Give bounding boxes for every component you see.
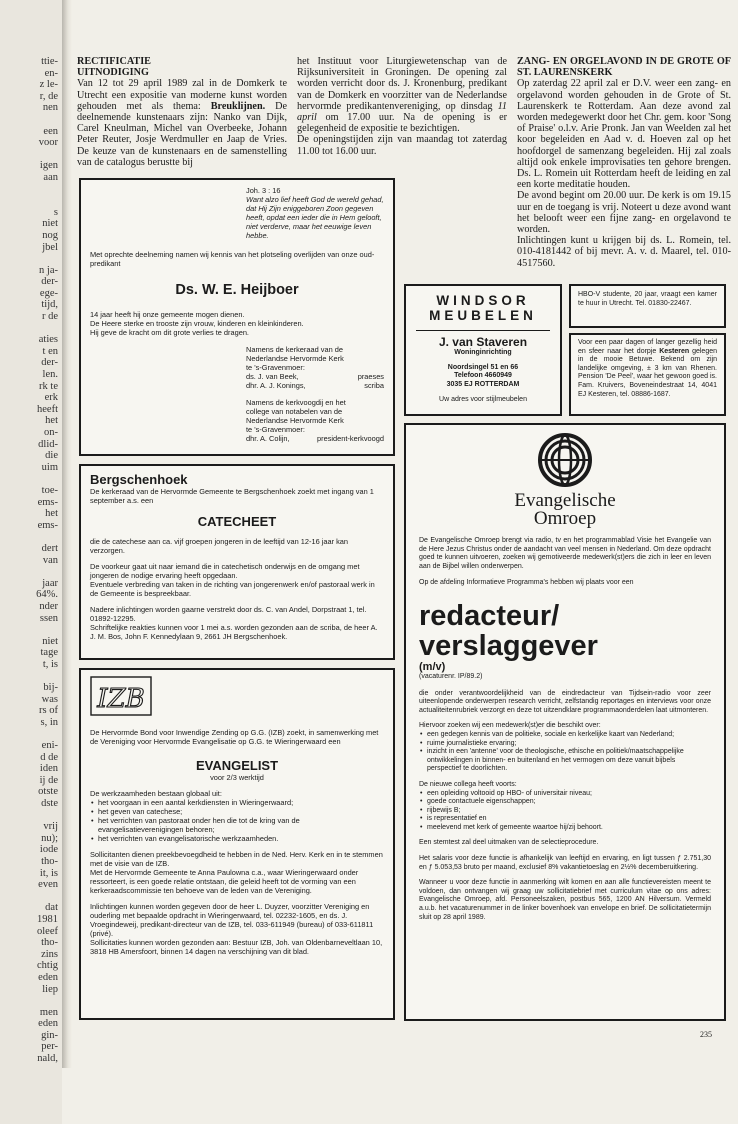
requirements-intro: Hiervoor zoeken wij een medewerk(st)er die beschikt over: <box>419 722 601 730</box>
left-strip-line: s, in <box>40 716 58 728</box>
left-strip-line: heeft <box>37 403 58 415</box>
left-strip-line: even <box>38 879 58 891</box>
left-strip-line: gin- <box>41 1029 58 1041</box>
signatory-group-1: Namens de kerkeraad van de Nederlandse Hervormde Kerk te 's-Gravenmoer: <box>246 345 344 372</box>
obituary-ad <box>79 178 395 456</box>
list-item: • het verrichten van pastoraat onder hen die tot de kring van de evangelisatieverenigingen behoren; <box>98 816 384 834</box>
left-strip-line: otste <box>38 786 58 798</box>
left-strip-line: bij- <box>43 682 58 694</box>
eo-logo <box>419 433 711 528</box>
list-item: • meelevend met kerk of gemeente waartoe hij/zij behoort. <box>427 824 711 833</box>
left-strip-line: s <box>53 206 58 218</box>
left-strip-line <box>0 149 62 161</box>
left-strip-line: jbel <box>42 241 58 253</box>
list-item: • het voorgaan in een aantal kerkdiensten in Wieringerwaard; <box>98 798 384 807</box>
left-strip-line: dste <box>41 798 58 809</box>
list-item: • rijbewijs B; <box>427 807 711 816</box>
windsor-ad <box>404 284 562 416</box>
left-strip-line: jaar <box>42 577 58 589</box>
vacancy-title-2: verslaggever <box>419 629 598 662</box>
eo-logo-text-2: Omroep <box>533 508 597 529</box>
izb-logo-text: IZB <box>97 684 145 714</box>
classified-text-b: gelegen in de mooie Betuwe. Bekend om zijn landelijke omgeving, ± 3 km van Rhenen. Pension 'De Peel', waar het gewoon goed is. Fam. Kruivers, Boveneindestraat 14, 4041 EJ Kesteren, tel. 08886-1687. <box>578 347 717 398</box>
windsor-address: Noordsingel 51 en 66 Telefoon 4660949 3035 EJ ROTTERDAM <box>446 363 520 388</box>
windsor-sub: Woninginrichting <box>454 349 512 356</box>
left-strip-line: 1981 <box>37 913 58 925</box>
expo-text-b: om 17.00 uur. Na de opening is er gelegenheid de expositie te bezichtigen. <box>297 112 507 135</box>
verse-ref: Joh. 3 : 16 <box>246 186 281 195</box>
list-item: • het verrichten van evangelisatorische werkzaamheden. <box>98 834 384 843</box>
left-strip-line: d de <box>40 751 58 763</box>
expo-article-continued <box>297 56 507 157</box>
left-strip-line: it, is <box>39 867 58 879</box>
vacancy-gender: (m/v) <box>419 660 446 673</box>
left-strip-line <box>0 253 62 265</box>
catecheet-ad <box>79 464 395 660</box>
classified-ad-1 <box>569 284 726 328</box>
eo-vacancy-ad <box>404 423 726 1021</box>
verse-text: Want alzo lief heeft God de wereld gehad, dat Hij Zijn eniggeboren Zoon gegeven heeft, opdat een ieder die in Hem gelooft, niet verderve, maar het eeuwige leven hebbe. <box>246 195 384 240</box>
left-strip-line: eni- <box>41 740 58 752</box>
classified-text: HBO-V studente, 20 jaar, vraagt een kamer te huur in Utrecht. Tel. 01830-22467. <box>578 291 717 307</box>
left-strip-line: oleef <box>37 925 58 937</box>
signatory-name: dhr. A. J. Konings, <box>246 381 306 390</box>
classified-text <box>578 339 717 399</box>
orgelavond-text: Op zaterdag 22 april zal er D.V. weer een zang- en orgelavond worden gehouden in de Grote of St. Laurenskerk te Rotterdam. Aan deze avond zal worden medegewerkt door het Chr. gem. koor 'Song of Praise' o.l.v. Arie Pronk. Jan van Weelden zal het koor begeleiden en Aad v. d. Hoeven zal op het hoofdorgel de samenzang begeleiden. Hij zal zoals altijd ook enkele improvisaties ten gehore brengen. Ds. L. Romein uit Rotterdam heeft de leiding en zal een korte meditatie houden. <box>517 78 731 191</box>
qualities-list <box>419 790 711 833</box>
left-strip-line: niet <box>42 635 58 647</box>
list-item: • het geven van catechese; <box>98 807 384 816</box>
left-strip-line: r de <box>41 311 58 323</box>
vacancy-title-1: redacteur/ <box>419 599 560 632</box>
left-strip-line: tho- <box>41 855 58 867</box>
left-strip-line: erk <box>44 392 58 404</box>
left-strip-line <box>0 566 62 578</box>
signatory-role: praeses <box>357 372 384 381</box>
signatory-3 <box>246 434 384 443</box>
left-strip-line <box>0 728 62 740</box>
catecheet-role: CATECHEET <box>197 514 277 529</box>
left-strip-line <box>0 473 62 485</box>
qualities-intro: De nieuwe collega heeft voorts: <box>419 780 517 788</box>
page-number: 235 <box>700 1030 712 1039</box>
left-strip-line: nald, <box>37 1053 58 1065</box>
signatory-1 <box>246 372 384 381</box>
requirements-list <box>419 731 711 774</box>
vacancy-ref: (vacaturenr. IP/89.2) <box>419 672 483 680</box>
list-item: • is representatief en <box>427 815 711 824</box>
evangelist-role: EVANGELIST <box>195 758 279 773</box>
left-strip-line: een <box>43 125 58 137</box>
signatory-role: scriba <box>364 381 384 390</box>
catecheet-p1: die de catechese aan ca. vijf groepen jongeren in de leeftijd van 12-16 jaar kan verzorgen. <box>90 537 349 555</box>
left-strip-line <box>0 891 62 903</box>
left-strip-line: t en <box>42 345 58 357</box>
left-strip-line: die <box>45 450 58 462</box>
rectificatie-heading: RECTIFICATIE UITNODIGING <box>77 56 151 79</box>
left-strip-line: nen <box>42 102 58 114</box>
list-item: • ruime journalistieke ervaring; <box>427 740 711 749</box>
eo-intro: De Evangelische Omroep brengt via radio, tv en het programmablad Visie het Evangelie van de Here Jezus Christus onder de aandacht van veel mensen in Nederland. Om deze opdracht goed te kunnen uitvoeren, zoeken wij gemotiveerde medewerk(st)ers die zich in leer en leven aan de Bijbel willen onderwerpen. <box>419 537 711 570</box>
left-strip-line: ems- <box>37 496 58 508</box>
opening-hours: De openingstijden zijn van maandag tot zaterdag 11.00 tot 16.00 uur. <box>297 134 507 157</box>
left-strip-line <box>0 624 62 636</box>
eo-p1: die onder verantwoordelijkheid van de eindredacteur van Tijdsein-radio voor zeer uiteenlopende onderwerpen research verricht, zelfstandig reportages en interviews voor onze actualiteitenrubriek verzorgt en deze tot uitzendklare programmaonderdelen laat uitmonteren. <box>419 689 711 714</box>
orgelavond-text-2: De avond begint om 20.00 uur. De kerk is om 19.15 uur en de toegang is vrij. Noteert u deze avond want het belooft weer een fijne zang- en orgelavond te worden. <box>517 190 731 236</box>
left-strip-line: len. <box>42 369 58 381</box>
deceased-name: Ds. W. E. Heijboer <box>175 282 299 298</box>
windsor-brand-2: MEUBELEN <box>429 308 537 323</box>
left-strip-line: nder <box>39 600 58 612</box>
orgelavond-text-3: Inlichtingen kunt u krijgen bij ds. L. Romein, tel. 010-4181442 of bij mevr. A. v. d. Maarel, tel. 010-4517560. <box>517 235 731 269</box>
left-strip-line: toe- <box>41 484 58 496</box>
signatory-role: president-kerkvoogd <box>317 434 384 443</box>
list-item: • goede contactuele eigenschappen; <box>427 798 711 807</box>
evangelist-sub: voor 2/3 werktijd <box>210 773 264 782</box>
left-strip-line: het <box>45 415 58 427</box>
list-item: • inzicht in een 'antenne' voor de theologische, ethische en politiek/maatschappelijke ontwikkelingen in binnen- en buitenland en het vermogen om deze vanuit bijbels perspectief te doorlichten. <box>427 748 711 774</box>
rectificatie-article <box>77 56 287 168</box>
left-strip-line: iode <box>39 844 58 856</box>
izb-logo <box>90 676 152 716</box>
left-strip-line: dlid- <box>38 438 58 450</box>
orgelavond-heading: ZANG- EN ORGELAVOND IN DE GROTE OF ST. LAURENSKERK <box>517 56 731 79</box>
left-strip-line: was <box>41 693 58 705</box>
windsor-brand-1: WINDSOR <box>436 293 530 308</box>
left-strip-line: eden <box>38 1018 58 1030</box>
left-strip-line: der- <box>41 276 58 288</box>
left-strip-line: ij de <box>39 774 58 786</box>
evangelist-p1: Sollicitanten dienen preekbevoegdheid te hebben in de Ned. Herv. Kerk en in te stemmen met de visie van de IZB. Met de Hervormde Gemeente te Anna Paulowna c.a., waar Wieringerwaard onder ressorteert, is een goede relatie ontstaan, die geleid heeft tot de vorming van een kerkeraadscommissie ten behoeve van de leden van de Vereniging. <box>90 850 383 895</box>
left-strip-line: men <box>39 1006 58 1018</box>
windsor-tag: Uw adres voor stijlmeubelen <box>439 396 527 404</box>
page-gutter <box>62 0 72 1068</box>
left-strip-line: van <box>42 554 58 566</box>
eo-department: Op de afdeling Informatieve Programma's hebben wij plaats voor een <box>419 579 634 587</box>
left-strip-line: tho- <box>41 937 58 949</box>
eo-logo-text-1: Evangelische <box>514 490 616 511</box>
left-strip-line: iden <box>39 763 58 775</box>
left-strip-line: nu); <box>41 832 58 844</box>
divider <box>416 330 550 331</box>
left-strip-line: zins <box>41 948 58 960</box>
left-strip-line <box>0 670 62 682</box>
left-strip-line: dat <box>45 902 58 914</box>
left-strip-line: n ja- <box>39 264 58 276</box>
left-strip-line <box>0 323 62 335</box>
expo-text-a: het Instituut voor Liturgiewetenschap van de Rijksuniversiteit in Groningen. De opening zal worden verricht door ds. J. Kronenburg, predikant van de Domkerk en voorzitter van de Nederlandse hervormde predikantenvereniging, op dinsdag <box>297 56 507 112</box>
catecheet-p3: Nadere inlichtingen worden gaarne verstrekt door ds. C. van Andel, Dorpstraat 1, tel. 01892-12295. Schriftelijke reakties kunnen voor 1 mei a.s. worden gezonden aan de scriba, de heer A. J. M. Bos, John F. Kennedylaan 9, 2661 JH Bergschenhoek. <box>90 605 378 641</box>
left-strip-line: on- <box>44 427 58 438</box>
izb-logo-graphic <box>90 676 152 716</box>
left-strip-line: niet <box>42 218 58 230</box>
left-strip-line: en- <box>44 67 58 79</box>
rectificatie-text-a: Van 12 tot 29 april 1989 zal in de Domkerk te Utrecht een expositie van moderne kunst worden gehouden met als thema: <box>77 78 287 112</box>
left-strip-line: der- <box>41 357 58 369</box>
left-strip-line <box>0 114 62 126</box>
left-strip-line: aties <box>38 334 58 346</box>
left-strip-line: vrij <box>43 821 58 833</box>
left-strip-line: aan <box>43 171 58 183</box>
left-strip-line: ege- <box>39 287 58 299</box>
eo-p3: Het salaris voor deze functie is afhankelijk van leeftijd en ervaring, en ligt tussen ƒ 2.751,30 en ƒ 5.053,53 bruto per maand, exclusief 8% vakantietoeslag en 2½% decemberuitkering. <box>419 855 711 871</box>
left-strip-line: dert <box>41 542 58 554</box>
obituary-body: 14 jaar heeft hij onze gemeente mogen dienen. De Heere sterke en trooste zijn vrouw, kinderen en kleinkinderen. Hij geve de kracht om dit grote verlies te dragen. <box>90 310 304 337</box>
left-strip-line: eden <box>38 971 58 983</box>
eo-logo-mark <box>526 433 604 487</box>
left-strip-line: ssen <box>39 612 58 624</box>
left-strip-line: per- <box>41 1041 58 1053</box>
orgelavond-article <box>517 56 731 269</box>
left-strip-line: igen <box>39 160 58 172</box>
left-strip-line <box>0 995 62 1007</box>
left-strip-line: tijd, <box>41 299 58 311</box>
list-item: • een opleiding voltooid op HBO- of universitair niveau; <box>427 790 711 799</box>
windsor-name: J. van Staveren <box>438 335 528 349</box>
catecheet-p2: De voorkeur gaat uit naar iemand die in catechetisch onderwijs en de omgang met jongeren de nodige ervaring heeft opgedaan. Eventuele verbreding van taken in de richting van jongerenwerk en/of pastoraal werk in de Gemeente is bespreekbaar. <box>90 562 375 598</box>
classified-text-a: Voor een paar dagen of langer gezellig heid en sfeer naar het dorpje <box>578 339 717 355</box>
expo-theme: Breuklijnen. <box>210 100 266 112</box>
left-strip-line: chtig <box>37 960 58 972</box>
classified-ad-2 <box>569 333 726 416</box>
eo-p2: Een stemtest zal deel uitmaken van de selectieprocedure. <box>419 839 599 847</box>
left-strip-line: ttie- <box>41 56 58 67</box>
left-strip-line: z le- <box>39 79 58 91</box>
left-strip-line: r, de <box>39 90 58 102</box>
left-strip-line: rk te <box>39 380 58 392</box>
left-strip-line <box>0 531 62 543</box>
rectificatie-text-b: De deelnemende kunstenaars zijn: Nanko van Dijk, Carel Kneulman, Michel van Overbeeke, Johann Peter Reuter, Josje Werdmuller en Jaap de Vries. De keuze van de kunstenaars en de samenstelling van de catalogus berustte bij <box>77 100 287 168</box>
left-strip-line: 64%. <box>36 589 58 601</box>
left-strip-line: rs of <box>39 705 58 717</box>
signatory-group-2: Namens de kerkvoogdij en het college van notabelen van de Nederlandse Hervormde Kerk te 's-Gravenmoer: <box>246 398 346 434</box>
left-strip-line: voor <box>38 137 58 149</box>
opening-date: 11 april <box>297 100 507 124</box>
classified-town: Kesteren <box>659 347 690 355</box>
obituary-intro: Met oprechte deelneming namen wij kennis van het plotseling overlijden van onze oud-predikant <box>90 250 375 268</box>
left-strip-line: tage <box>40 647 58 659</box>
left-strip-line: uim <box>41 461 58 473</box>
eo-p4: Wanneer u voor deze functie in aanmerking wilt komen en aan alle functievereisten meent te voldoen, dan ontvangen wij graag uw sollicitatiebrief met curriculum vitae op ons adres: Evangelische Omroep, afd. Personeelszaken, postbus 565, 1200 AN Hilversum. Vermeld a.u.b. het vacaturenummer in de linker bovenhoek van envelope en brief. De sollicitatietermijn sluit op 28 april 1989. <box>419 879 711 921</box>
left-page-strip <box>0 0 62 1124</box>
left-strip-line: liep <box>42 983 58 995</box>
left-strip-line: nog <box>42 229 58 241</box>
evangelist-ad <box>79 668 395 1020</box>
evangelist-intro: De Hervormde Bond voor Inwendige Zending op G.G. (IZB) zoekt, in samenwerking met de Vereniging voor Hervormde Evangelisatie op G.G. te Wieringerwaard een <box>90 728 379 746</box>
left-strip-line <box>0 810 62 822</box>
left-strip-line: het <box>45 508 58 520</box>
tasks-intro: De werkzaamheden bestaan globaal uit: <box>90 789 222 798</box>
left-strip-line <box>0 195 62 207</box>
signatory-name: dhr. A. Colijn, <box>246 434 290 443</box>
left-strip-line: ems- <box>37 519 58 531</box>
tasks-list <box>90 798 384 843</box>
signatory-2 <box>246 381 384 390</box>
signatory-name: ds. J. van Beek, <box>246 372 299 381</box>
left-strip-line: t, is <box>42 658 58 670</box>
evangelist-p2: Inlichtingen kunnen worden gegeven door de heer L. Duyzer, voorzitter Vereniging en ouderling met bepaalde opdracht in Wieringerwaard, tel. 02232-1605, en ds. J. Vroegindeweij, predikant-directeur van de IZB, tel. 033-611949 (bureau) of 033-611811 (privé). Sollicitaties kunnen worden gezonden aan: Bestuur IZB, Joh. van Oldenbarneveltlaan 10, 3818 HB Amersfoort, binnen 14 dagen na verschijning van dit blad. <box>90 902 383 956</box>
left-strip-line <box>0 184 62 196</box>
catecheet-ad-title: Bergschenhoek <box>90 472 188 487</box>
catecheet-intro: De kerkeraad van de Hervormde Gemeente te Bergschenhoek zoekt met ingang van 1 september a.s. een <box>90 487 374 505</box>
list-item: • een gedegen kennis van de politieke, sociale en kerkelijke kaart van Nederland; <box>427 731 711 740</box>
